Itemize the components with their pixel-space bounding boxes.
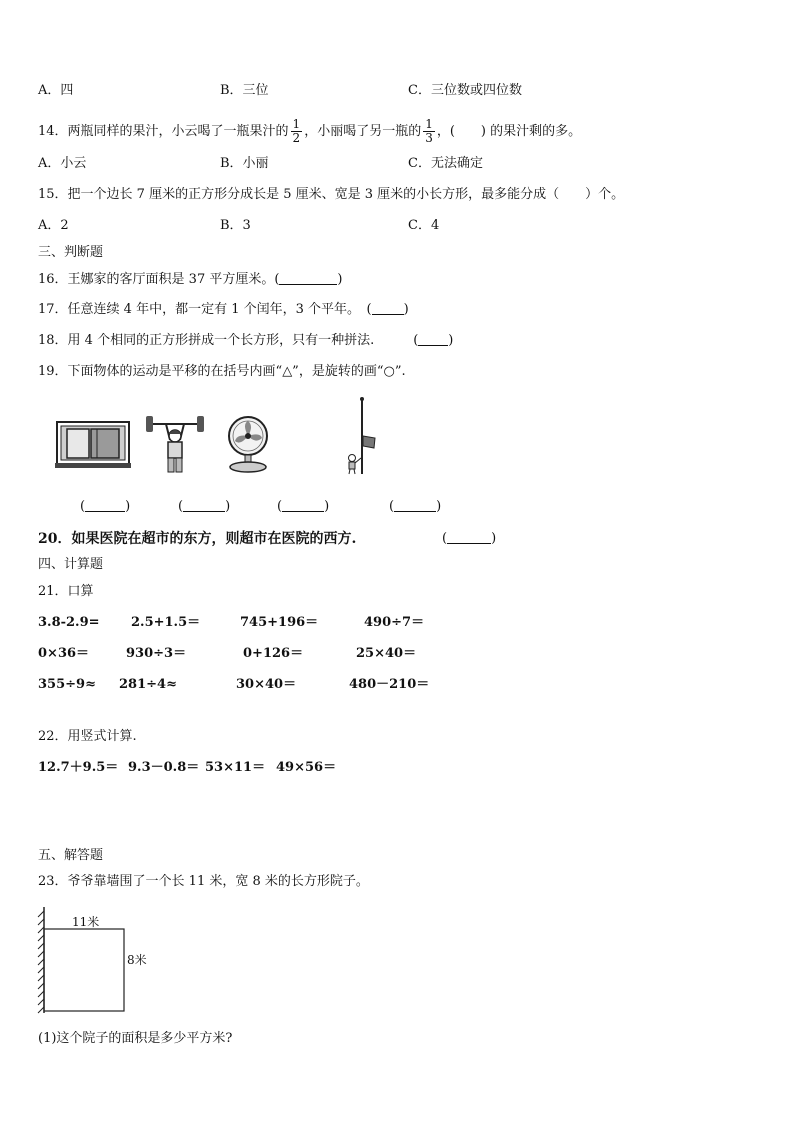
q17-question xyxy=(38,302,409,318)
q14-option-a: A．小云 xyxy=(38,156,87,171)
q23-subquestion-1: (1)这个院子的面积是多少平方米? xyxy=(38,1031,233,1046)
yard-length-label: 11米 xyxy=(72,915,100,929)
q14-fraction-1-denominator: 2 xyxy=(292,131,301,145)
q19-answer-4[interactable] xyxy=(389,499,441,515)
weightlifter-icon xyxy=(144,412,206,476)
q21-item: 2.5+1.5＝ xyxy=(131,615,201,630)
q17-text: 17．任意连续 4 年中，都一定有 1 个闰年，3 个平年。 ( xyxy=(38,302,372,317)
q19-answer-2[interactable] xyxy=(178,499,230,515)
q23-question: 23．爷爷靠墙围了一个长 11 米，宽 8 米的长方形院子。 xyxy=(38,874,369,889)
q18-answer-blank[interactable] xyxy=(418,333,448,346)
q14-fraction-2-denominator: 3 xyxy=(425,131,433,145)
q18-question xyxy=(38,333,453,349)
q13-option-c: C．三位数或四位数 xyxy=(408,83,522,98)
q16-question xyxy=(38,272,343,288)
q19-blank[interactable] xyxy=(282,499,324,512)
q19-paren-close: ) xyxy=(436,499,442,514)
q19-paren-open: ( xyxy=(80,499,86,514)
q19-paren-open: ( xyxy=(277,499,283,514)
q14-option-b: B．小丽 xyxy=(220,156,269,171)
q14-option-c: C．无法确定 xyxy=(408,156,483,171)
q21-item: 0×36＝ xyxy=(38,646,90,661)
q20-paren-open: ( xyxy=(442,531,448,546)
q14-fraction-2 xyxy=(423,118,435,145)
q15-option-b: B．3 xyxy=(220,218,251,233)
flagpole-icon xyxy=(340,396,376,476)
q21-item: 25×40＝ xyxy=(356,646,417,661)
q15-option-c: C．4 xyxy=(408,218,440,233)
q14-fraction-1-numerator: 1 xyxy=(292,117,301,131)
q17-answer-blank[interactable] xyxy=(372,302,404,315)
q19-paren-close: ) xyxy=(125,499,131,514)
q13-option-a: A．四 xyxy=(38,83,74,98)
q13-option-b: B．三位 xyxy=(220,83,269,98)
q22-item: 9.3－0.8＝ xyxy=(128,760,200,775)
section-3-heading: 三、判断题 xyxy=(38,245,104,260)
q17-close-paren: ) xyxy=(403,302,409,317)
q21-item: 281÷4≈ xyxy=(119,677,177,692)
q19-blank[interactable] xyxy=(85,499,125,512)
section-5-heading: 五、解答题 xyxy=(38,848,104,863)
q19-blank[interactable] xyxy=(394,499,436,512)
q21-item: 930÷3＝ xyxy=(126,646,187,661)
q14-text-post: ，( ) 的果汁剩的多。 xyxy=(436,124,582,139)
q16-text: 16．王娜家的客厅面积是 37 平方厘米。( xyxy=(38,272,280,287)
q19-answer-1[interactable] xyxy=(80,499,130,515)
q22-item: 53×11＝ xyxy=(205,760,266,775)
q22-item: 49×56＝ xyxy=(276,760,337,775)
q21-item: 355÷9≈ xyxy=(38,677,96,692)
q19-blank[interactable] xyxy=(183,499,225,512)
q15-option-a: A．2 xyxy=(38,218,69,233)
q18-text: 18．用 4 个相同的正方形拼成一个长方形，只有一种拼法. ( xyxy=(38,333,419,348)
q16-close-paren: ) xyxy=(337,272,343,287)
q21-item: 745+196＝ xyxy=(240,615,319,630)
window-icon xyxy=(55,418,131,470)
q22-title: 22．用竖式计算. xyxy=(38,729,137,744)
q14-text-pre: 14．两瓶同样的果汁，小云喝了一瓶果汁的 xyxy=(38,124,289,139)
q21-item: 0+126＝ xyxy=(243,646,304,661)
q14-fraction-1 xyxy=(291,118,303,145)
q19-answer-3[interactable] xyxy=(277,499,329,515)
q16-answer-blank[interactable] xyxy=(279,272,337,285)
q19-paren-close: ) xyxy=(324,499,330,514)
fan-icon xyxy=(224,414,272,474)
q21-item: 490÷7＝ xyxy=(364,615,425,630)
section-4-heading: 四、计算题 xyxy=(38,557,104,572)
q21-item: 30×40＝ xyxy=(236,677,297,692)
q20-paren-close: ) xyxy=(491,531,497,546)
q18-close-paren: ) xyxy=(448,333,454,348)
q19-paren-open: ( xyxy=(178,499,184,514)
q20-answer-blank[interactable] xyxy=(447,531,491,544)
q21-item: 480－210＝ xyxy=(349,677,430,692)
q21-item: 3.8-2.9= xyxy=(38,615,100,630)
q19-paren-open: ( xyxy=(389,499,395,514)
q19-question: 19．下面物体的运动是平移的在括号内画“△”，是旋转的画“○”. xyxy=(38,364,406,379)
q20-answer[interactable] xyxy=(442,531,496,547)
q21-title: 21．口算 xyxy=(38,584,94,599)
q14-question xyxy=(38,118,581,145)
yard-width-label: 8米 xyxy=(127,953,147,967)
q15-question: 15．把一个边长 7 厘米的正方形分成长是 5 厘米、宽是 3 厘米的小长方形，最多能分成（ ）个。 xyxy=(38,187,625,202)
q14-text-mid: ，小丽喝了另一瓶的 xyxy=(304,124,422,139)
q22-item: 12.7＋9.5＝ xyxy=(38,760,119,775)
q19-paren-close: ) xyxy=(225,499,231,514)
q14-fraction-2-numerator: 1 xyxy=(425,117,433,131)
q20-question: 20．如果医院在超市的东方，则超市在医院的西方. xyxy=(38,531,357,547)
